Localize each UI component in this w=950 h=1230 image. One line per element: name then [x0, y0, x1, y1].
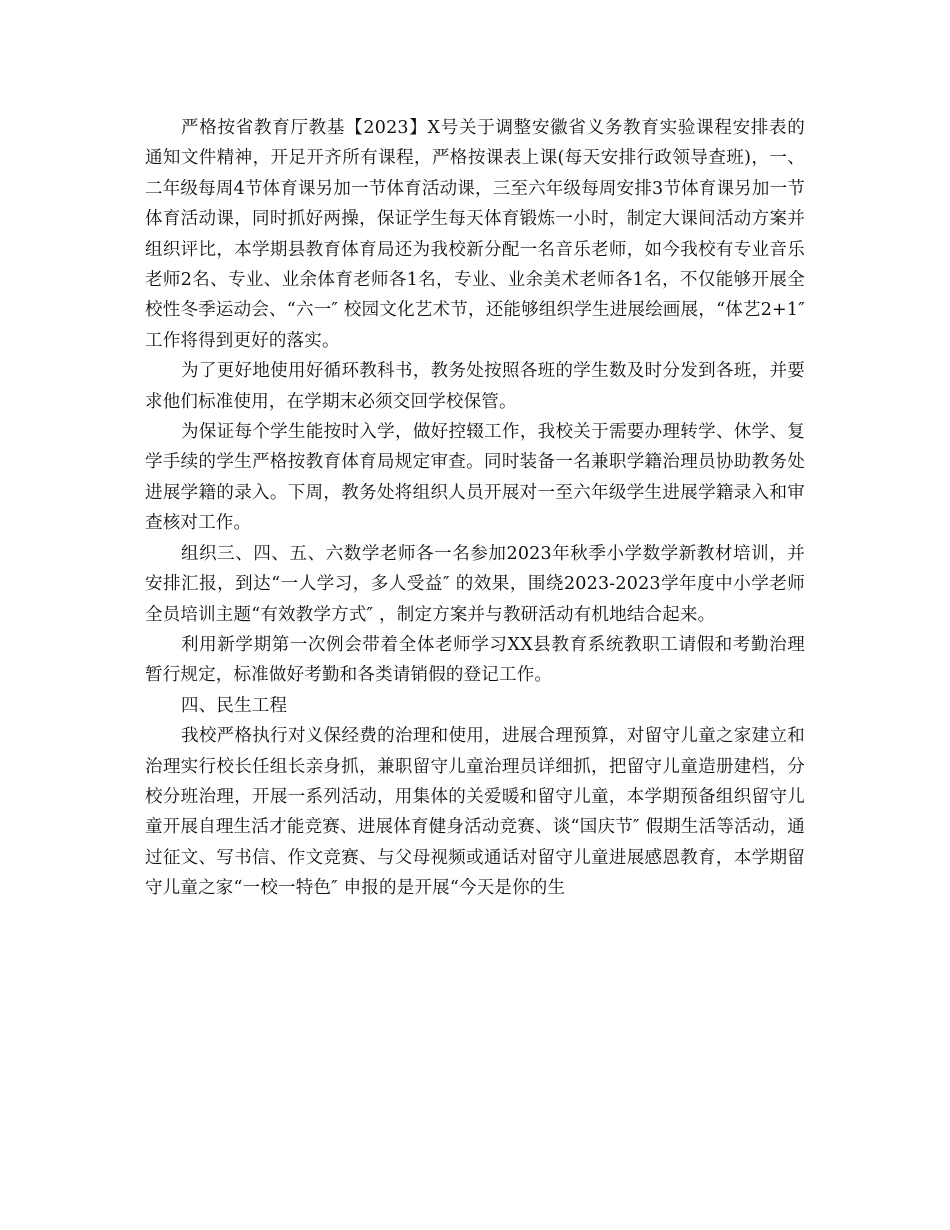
section-heading-livelihood: 四、民生工程: [181, 695, 288, 716]
paragraph-enrollment: 为保证每个学生能按时入学，做好控辍工作，我校关于需要办理转学、休学、复学手续的学生严格按教育体育局规定审查。同时装备一名兼职学籍治理员协助教务处进展学籍的录入。下周，教务处将组织人员开展对一至六年级学生进展学籍录入和审查核对工作。: [145, 422, 805, 534]
paragraph-curriculum: 严格按省教育厅教基【2023】X号关于调整安徽省义务教育实验课程安排表的通知文件精神，开足开齐所有课程，严格按课表上课(每天安排行政领导查班)，一、二年级每周4节体育课另加一节体育活动课，三至六年级每周安排3节体育课另加一节体育活动课，同时抓好两操，保证学生每天体育锻炼一小时，制定大课间活动方案并组织评比，本学期县教育体育局还为我校新分配一名音乐老师，如今我校有专业音乐老师2名、专业、业余体育老师各1名，专业、业余美术老师各1名，不仅能够开展全校性冬季运动会、“六一″ 校园文化艺术节，还能够组织学生进展绘画展，“体艺2+1″ 工作将得到更好的落实。: [145, 118, 805, 351]
paragraph-left-behind-children: 我校严格执行对义保经费的治理和使用，进展合理预算，对留守儿童之家建立和治理实行校长任组长亲身抓，兼职留守儿童治理员详细抓，把留守儿童造册建档，分校分班治理，开展一系列活动，用集体的关爱暖和留守儿童，本学期预备组织留守儿童开展自理生活才能竞赛、进展体育健身活动竞赛、谈“国庆节″ 假期生活等活动，通过征文、写书信、作文竞赛、与父母视频或通话对留守儿童进展感恩教育，本学期留守儿童之家“一校一特色″ 申报的是开展“今天是你的生: [145, 726, 805, 899]
paragraph-attendance: 利用新学期第一次例会带着全体老师学习XX县教育系统教职工请假和考勤治理暂行规定，标准做好考勤和各类请销假的登记工作。: [145, 634, 805, 686]
paragraph-training: 组织三、四、五、六数学老师各一名参加2023年秋季小学数学新教材培训，并安排汇报，到达“一人学习，多人受益″ 的效果，围绕2023-2023学年度中小学老师全员培训主题“有效教学方式″ ，制定方案并与教研活动有机地结合起来。: [145, 543, 805, 625]
paragraph-textbooks: 为了更好地使用好循环教科书，教务处按照各班的学生数及时分发到各班，并要求他们标准使用，在学期末必须交回学校保管。: [145, 361, 805, 412]
document-body: [145, 113, 805, 904]
